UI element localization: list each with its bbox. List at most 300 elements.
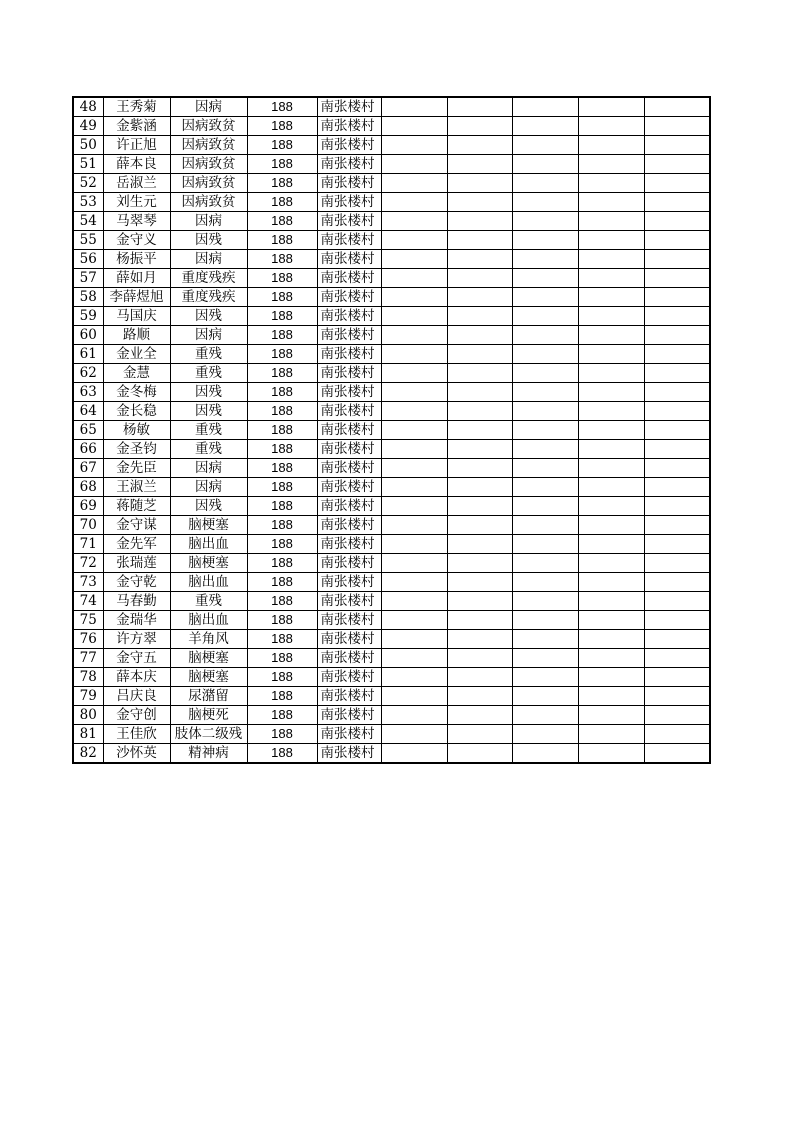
- name-cell: 李薛煜旭: [103, 288, 170, 307]
- empty-cell: [381, 326, 447, 345]
- table-row: [73, 174, 710, 193]
- reason-cell: 因病: [170, 326, 247, 345]
- empty-cell: [578, 383, 644, 402]
- empty-cell: [644, 307, 710, 326]
- empty-cell: [512, 668, 578, 687]
- reason-cell: 因病: [170, 459, 247, 478]
- amount-cell: 188: [247, 478, 317, 497]
- empty-cell: [381, 117, 447, 136]
- empty-cell: [644, 193, 710, 212]
- name-cell: 路顺: [103, 326, 170, 345]
- empty-cell: [512, 231, 578, 250]
- name-cell: 金守谋: [103, 516, 170, 535]
- name-cell: 岳淑兰: [103, 174, 170, 193]
- row-number-cell: 80: [73, 706, 103, 725]
- village-cell: 南张楼村: [317, 630, 381, 649]
- empty-cell: [381, 155, 447, 174]
- row-number-cell: 61: [73, 345, 103, 364]
- empty-cell: [644, 250, 710, 269]
- village-cell: 南张楼村: [317, 478, 381, 497]
- table-row: [73, 744, 710, 764]
- reason-cell: 脑梗塞: [170, 554, 247, 573]
- amount-cell: 188: [247, 725, 317, 744]
- row-number-cell: 58: [73, 288, 103, 307]
- empty-cell: [578, 630, 644, 649]
- village-cell: 南张楼村: [317, 117, 381, 136]
- amount-cell: 188: [247, 668, 317, 687]
- empty-cell: [447, 402, 512, 421]
- empty-cell: [512, 97, 578, 117]
- empty-cell: [447, 497, 512, 516]
- village-cell: 南张楼村: [317, 231, 381, 250]
- village-cell: 南张楼村: [317, 649, 381, 668]
- village-cell: 南张楼村: [317, 554, 381, 573]
- empty-cell: [578, 421, 644, 440]
- empty-cell: [512, 193, 578, 212]
- empty-cell: [381, 649, 447, 668]
- table-row: [73, 478, 710, 497]
- table-row: [73, 611, 710, 630]
- village-cell: 南张楼村: [317, 687, 381, 706]
- row-number-cell: 72: [73, 554, 103, 573]
- empty-cell: [381, 744, 447, 764]
- empty-cell: [447, 269, 512, 288]
- empty-cell: [381, 288, 447, 307]
- amount-cell: 188: [247, 231, 317, 250]
- village-cell: 南张楼村: [317, 345, 381, 364]
- row-number-cell: 81: [73, 725, 103, 744]
- reason-cell: 重度残疾: [170, 288, 247, 307]
- name-cell: 金业全: [103, 345, 170, 364]
- empty-cell: [381, 174, 447, 193]
- table-row: [73, 117, 710, 136]
- village-cell: 南张楼村: [317, 212, 381, 231]
- amount-cell: 188: [247, 155, 317, 174]
- name-cell: 刘生元: [103, 193, 170, 212]
- empty-cell: [447, 592, 512, 611]
- table-row: [73, 592, 710, 611]
- village-cell: 南张楼村: [317, 573, 381, 592]
- name-cell: 蒋随芝: [103, 497, 170, 516]
- empty-cell: [447, 630, 512, 649]
- empty-cell: [447, 231, 512, 250]
- village-cell: 南张楼村: [317, 459, 381, 478]
- empty-cell: [512, 421, 578, 440]
- table-row: [73, 725, 710, 744]
- empty-cell: [512, 630, 578, 649]
- empty-cell: [381, 592, 447, 611]
- empty-cell: [381, 535, 447, 554]
- empty-cell: [447, 174, 512, 193]
- row-number-cell: 53: [73, 193, 103, 212]
- row-number-cell: 56: [73, 250, 103, 269]
- empty-cell: [644, 744, 710, 764]
- reason-cell: 因残: [170, 383, 247, 402]
- empty-cell: [578, 231, 644, 250]
- empty-cell: [578, 364, 644, 383]
- reason-cell: 因病致贫: [170, 193, 247, 212]
- empty-cell: [447, 744, 512, 764]
- empty-cell: [447, 649, 512, 668]
- empty-cell: [578, 174, 644, 193]
- amount-cell: 188: [247, 97, 317, 117]
- amount-cell: 188: [247, 117, 317, 136]
- reason-cell: 脑出血: [170, 535, 247, 554]
- row-number-cell: 59: [73, 307, 103, 326]
- empty-cell: [512, 345, 578, 364]
- empty-cell: [447, 611, 512, 630]
- row-number-cell: 75: [73, 611, 103, 630]
- row-number-cell: 51: [73, 155, 103, 174]
- empty-cell: [578, 212, 644, 231]
- data-table: [72, 96, 711, 764]
- village-cell: 南张楼村: [317, 193, 381, 212]
- empty-cell: [512, 516, 578, 535]
- empty-cell: [381, 440, 447, 459]
- empty-cell: [578, 459, 644, 478]
- village-cell: 南张楼村: [317, 421, 381, 440]
- table-body: [73, 97, 710, 763]
- table-row: [73, 383, 710, 402]
- name-cell: 许正旭: [103, 136, 170, 155]
- table-row: [73, 516, 710, 535]
- amount-cell: 188: [247, 212, 317, 231]
- name-cell: 马国庆: [103, 307, 170, 326]
- name-cell: 沙怀英: [103, 744, 170, 764]
- empty-cell: [578, 535, 644, 554]
- empty-cell: [644, 516, 710, 535]
- reason-cell: 因残: [170, 402, 247, 421]
- village-cell: 南张楼村: [317, 155, 381, 174]
- amount-cell: 188: [247, 554, 317, 573]
- table-row: [73, 364, 710, 383]
- empty-cell: [447, 687, 512, 706]
- empty-cell: [644, 421, 710, 440]
- empty-cell: [512, 478, 578, 497]
- amount-cell: 188: [247, 288, 317, 307]
- empty-cell: [578, 516, 644, 535]
- row-number-cell: 65: [73, 421, 103, 440]
- empty-cell: [512, 383, 578, 402]
- empty-cell: [447, 155, 512, 174]
- empty-cell: [644, 630, 710, 649]
- empty-cell: [447, 459, 512, 478]
- amount-cell: 188: [247, 611, 317, 630]
- empty-cell: [578, 649, 644, 668]
- empty-cell: [644, 231, 710, 250]
- empty-cell: [447, 478, 512, 497]
- empty-cell: [512, 155, 578, 174]
- empty-cell: [644, 687, 710, 706]
- village-cell: 南张楼村: [317, 497, 381, 516]
- empty-cell: [644, 174, 710, 193]
- table-row: [73, 497, 710, 516]
- table-row: [73, 155, 710, 174]
- reason-cell: 尿潴留: [170, 687, 247, 706]
- empty-cell: [578, 573, 644, 592]
- row-number-cell: 60: [73, 326, 103, 345]
- empty-cell: [578, 725, 644, 744]
- row-number-cell: 54: [73, 212, 103, 231]
- row-number-cell: 77: [73, 649, 103, 668]
- empty-cell: [644, 554, 710, 573]
- row-number-cell: 73: [73, 573, 103, 592]
- reason-cell: 因病致贫: [170, 174, 247, 193]
- name-cell: 杨振平: [103, 250, 170, 269]
- empty-cell: [447, 193, 512, 212]
- empty-cell: [512, 649, 578, 668]
- empty-cell: [644, 706, 710, 725]
- village-cell: 南张楼村: [317, 668, 381, 687]
- empty-cell: [644, 136, 710, 155]
- empty-cell: [381, 212, 447, 231]
- name-cell: 金先臣: [103, 459, 170, 478]
- empty-cell: [447, 212, 512, 231]
- empty-cell: [447, 725, 512, 744]
- village-cell: 南张楼村: [317, 97, 381, 117]
- empty-cell: [578, 307, 644, 326]
- row-number-cell: 50: [73, 136, 103, 155]
- empty-cell: [578, 687, 644, 706]
- empty-cell: [644, 345, 710, 364]
- table-row: [73, 212, 710, 231]
- empty-cell: [381, 231, 447, 250]
- empty-cell: [644, 611, 710, 630]
- empty-cell: [447, 706, 512, 725]
- reason-cell: 因残: [170, 231, 247, 250]
- empty-cell: [578, 478, 644, 497]
- name-cell: 张瑞莲: [103, 554, 170, 573]
- name-cell: 金守创: [103, 706, 170, 725]
- empty-cell: [512, 706, 578, 725]
- reason-cell: 肢体二级残: [170, 725, 247, 744]
- empty-cell: [381, 497, 447, 516]
- table-row: [73, 687, 710, 706]
- empty-cell: [512, 288, 578, 307]
- reason-cell: 因病致贫: [170, 136, 247, 155]
- village-cell: 南张楼村: [317, 136, 381, 155]
- amount-cell: 188: [247, 573, 317, 592]
- empty-cell: [381, 307, 447, 326]
- empty-cell: [447, 250, 512, 269]
- name-cell: 金先军: [103, 535, 170, 554]
- table-row: [73, 630, 710, 649]
- reason-cell: 重度残疾: [170, 269, 247, 288]
- name-cell: 金长稳: [103, 402, 170, 421]
- village-cell: 南张楼村: [317, 250, 381, 269]
- row-number-cell: 64: [73, 402, 103, 421]
- empty-cell: [447, 668, 512, 687]
- row-number-cell: 55: [73, 231, 103, 250]
- name-cell: 薛如月: [103, 269, 170, 288]
- empty-cell: [512, 744, 578, 764]
- amount-cell: 188: [247, 421, 317, 440]
- name-cell: 许方翠: [103, 630, 170, 649]
- empty-cell: [578, 592, 644, 611]
- name-cell: 金紫涵: [103, 117, 170, 136]
- table-row: [73, 440, 710, 459]
- empty-cell: [578, 250, 644, 269]
- empty-cell: [578, 288, 644, 307]
- name-cell: 金守义: [103, 231, 170, 250]
- empty-cell: [578, 136, 644, 155]
- empty-cell: [578, 497, 644, 516]
- row-number-cell: 70: [73, 516, 103, 535]
- empty-cell: [644, 459, 710, 478]
- empty-cell: [512, 440, 578, 459]
- empty-cell: [381, 421, 447, 440]
- table-row: [73, 402, 710, 421]
- name-cell: 金冬梅: [103, 383, 170, 402]
- empty-cell: [644, 649, 710, 668]
- name-cell: 金圣钧: [103, 440, 170, 459]
- table-row: [73, 345, 710, 364]
- amount-cell: 188: [247, 744, 317, 764]
- row-number-cell: 66: [73, 440, 103, 459]
- table-row: [73, 231, 710, 250]
- empty-cell: [512, 535, 578, 554]
- name-cell: 金守乾: [103, 573, 170, 592]
- village-cell: 南张楼村: [317, 269, 381, 288]
- row-number-cell: 76: [73, 630, 103, 649]
- row-number-cell: 79: [73, 687, 103, 706]
- empty-cell: [578, 345, 644, 364]
- table-row: [73, 326, 710, 345]
- table-row: [73, 269, 710, 288]
- empty-cell: [381, 573, 447, 592]
- name-cell: 马春勤: [103, 592, 170, 611]
- empty-cell: [447, 421, 512, 440]
- empty-cell: [381, 136, 447, 155]
- reason-cell: 脑梗塞: [170, 516, 247, 535]
- row-number-cell: 48: [73, 97, 103, 117]
- table-row: [73, 554, 710, 573]
- village-cell: 南张楼村: [317, 288, 381, 307]
- amount-cell: 188: [247, 630, 317, 649]
- empty-cell: [578, 155, 644, 174]
- village-cell: 南张楼村: [317, 592, 381, 611]
- empty-cell: [578, 440, 644, 459]
- amount-cell: 188: [247, 345, 317, 364]
- empty-cell: [447, 364, 512, 383]
- empty-cell: [578, 402, 644, 421]
- empty-cell: [447, 326, 512, 345]
- empty-cell: [512, 326, 578, 345]
- village-cell: 南张楼村: [317, 744, 381, 764]
- amount-cell: 188: [247, 402, 317, 421]
- empty-cell: [578, 97, 644, 117]
- village-cell: 南张楼村: [317, 706, 381, 725]
- empty-cell: [512, 687, 578, 706]
- village-cell: 南张楼村: [317, 307, 381, 326]
- table-row: [73, 193, 710, 212]
- name-cell: 王秀菊: [103, 97, 170, 117]
- row-number-cell: 67: [73, 459, 103, 478]
- name-cell: 金守五: [103, 649, 170, 668]
- empty-cell: [381, 687, 447, 706]
- reason-cell: 因病: [170, 212, 247, 231]
- table-row: [73, 535, 710, 554]
- name-cell: 王淑兰: [103, 478, 170, 497]
- empty-cell: [644, 535, 710, 554]
- empty-cell: [644, 269, 710, 288]
- row-number-cell: 52: [73, 174, 103, 193]
- amount-cell: 188: [247, 440, 317, 459]
- empty-cell: [644, 497, 710, 516]
- empty-cell: [381, 725, 447, 744]
- amount-cell: 188: [247, 687, 317, 706]
- empty-cell: [644, 440, 710, 459]
- empty-cell: [447, 535, 512, 554]
- village-cell: 南张楼村: [317, 383, 381, 402]
- reason-cell: 脑梗塞: [170, 668, 247, 687]
- empty-cell: [512, 250, 578, 269]
- empty-cell: [512, 554, 578, 573]
- name-cell: 金慧: [103, 364, 170, 383]
- amount-cell: 188: [247, 516, 317, 535]
- village-cell: 南张楼村: [317, 535, 381, 554]
- reason-cell: 脑出血: [170, 573, 247, 592]
- empty-cell: [447, 136, 512, 155]
- amount-cell: 188: [247, 535, 317, 554]
- village-cell: 南张楼村: [317, 516, 381, 535]
- empty-cell: [447, 117, 512, 136]
- empty-cell: [381, 402, 447, 421]
- empty-cell: [644, 326, 710, 345]
- reason-cell: 因病致贫: [170, 155, 247, 174]
- empty-cell: [381, 706, 447, 725]
- empty-cell: [644, 402, 710, 421]
- empty-cell: [512, 459, 578, 478]
- village-cell: 南张楼村: [317, 402, 381, 421]
- empty-cell: [644, 592, 710, 611]
- empty-cell: [447, 288, 512, 307]
- village-cell: 南张楼村: [317, 364, 381, 383]
- reason-cell: 因病致贫: [170, 117, 247, 136]
- empty-cell: [644, 478, 710, 497]
- empty-cell: [578, 193, 644, 212]
- reason-cell: 因病: [170, 478, 247, 497]
- empty-cell: [381, 611, 447, 630]
- table-row: [73, 706, 710, 725]
- empty-cell: [381, 478, 447, 497]
- amount-cell: 188: [247, 326, 317, 345]
- name-cell: 王佳欣: [103, 725, 170, 744]
- reason-cell: 重残: [170, 440, 247, 459]
- table-row: [73, 97, 710, 117]
- row-number-cell: 69: [73, 497, 103, 516]
- empty-cell: [644, 668, 710, 687]
- empty-cell: [447, 440, 512, 459]
- empty-cell: [381, 97, 447, 117]
- row-number-cell: 71: [73, 535, 103, 554]
- empty-cell: [512, 174, 578, 193]
- amount-cell: 188: [247, 136, 317, 155]
- empty-cell: [578, 744, 644, 764]
- empty-cell: [381, 383, 447, 402]
- reason-cell: 羊角风: [170, 630, 247, 649]
- amount-cell: 188: [247, 269, 317, 288]
- empty-cell: [447, 573, 512, 592]
- name-cell: 吕庆良: [103, 687, 170, 706]
- row-number-cell: 49: [73, 117, 103, 136]
- reason-cell: 因病: [170, 97, 247, 117]
- empty-cell: [644, 155, 710, 174]
- reason-cell: 脑梗死: [170, 706, 247, 725]
- empty-cell: [644, 288, 710, 307]
- name-cell: 杨敏: [103, 421, 170, 440]
- reason-cell: 精神病: [170, 744, 247, 764]
